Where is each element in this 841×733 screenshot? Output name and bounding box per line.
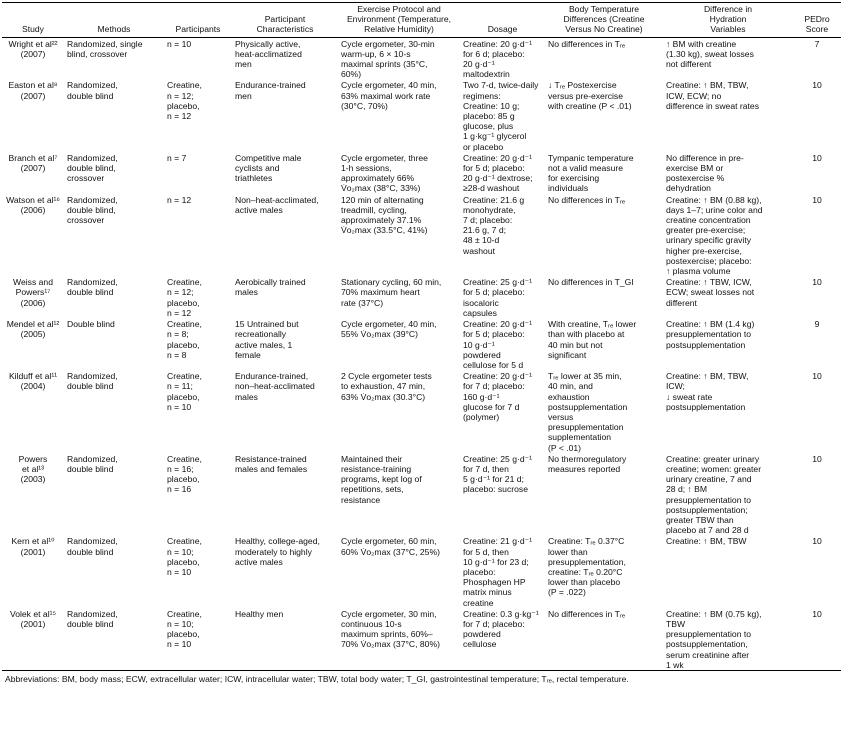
cell-protocol: Stationary cycling, 60 min, 70% maximum heart rate (37°C) bbox=[341, 277, 442, 308]
cell-pedro: 10 bbox=[812, 277, 822, 288]
cell-dosage: Creatine: 21 g·d⁻¹ for 5 d, then 10 g·d⁻¹ for 23 d; placebo: Phosphagen HP matrix minus creatine bbox=[463, 536, 533, 608]
cell-dosage: Creatine: 25 g·d⁻¹ for 5 d; placebo: isocaloric capsules bbox=[463, 277, 533, 318]
studies-table bbox=[2, 2, 841, 671]
cell-temp: No differences in Tᵣₑ bbox=[548, 38, 626, 49]
header-pedro: PEDro Score bbox=[804, 14, 830, 35]
cell-study: Kern et al¹⁰ (2001) bbox=[11, 536, 55, 557]
cell-methods: Randomized, double blind bbox=[67, 80, 118, 101]
table-row bbox=[2, 152, 841, 194]
cell-participants: n = 10 bbox=[167, 38, 192, 49]
cell-protocol: Cycle ergometer, 60 min, 60% V̇o₂max (37°C, 25%) bbox=[341, 536, 440, 557]
cell-methods: Double blind bbox=[67, 319, 115, 330]
cell-participants: n = 12 bbox=[167, 194, 192, 205]
cell-protocol: Cycle ergometer, 30 min, continuous 10-s maximum sprints, 60%– 70% V̇o₂max (37°C, 80%) bbox=[341, 608, 440, 650]
cell-temp: No thermoregulatory measures reported bbox=[548, 453, 627, 474]
cell-protocol: 120 min of alternating treadmill, cycling, approximately 37.1% V̇o₂max (33.5°C, 41%) bbox=[341, 194, 428, 236]
cell-hydration: Creatine: greater urinary creatine; women: greater urinary creatine, 7 and 28 d; ↑ BM presupplementation to postsupplementation; greater TBW than placebo at 7 and 28 d bbox=[666, 453, 762, 536]
table-row bbox=[2, 79, 841, 151]
header-dosage: Dosage bbox=[487, 24, 518, 35]
cell-dosage: Creatine: 20 g·d⁻¹ for 7 d; placebo: 160 g·d⁻¹ glucose for 7 d (polymer) bbox=[463, 371, 533, 422]
cell-pedro: 10 bbox=[812, 608, 822, 619]
cell-study: Powers et al¹³ (2003) bbox=[18, 453, 48, 485]
cell-characteristics: Non–heat-acclimated, active males bbox=[235, 194, 319, 215]
cell-study: Kilduff et al¹¹ (2004) bbox=[8, 371, 58, 392]
cell-temp: Creatine: Tᵣₑ 0.37°C lower than presupplementation, creatine: Tᵣₑ 0.20°C lower than placebo (P = .022) bbox=[548, 536, 626, 598]
cell-pedro: 9 bbox=[814, 319, 820, 330]
cell-characteristics: Physically active, heat-acclimatized men bbox=[235, 38, 302, 70]
cell-study: Weiss and Powers¹⁷ (2006) bbox=[13, 277, 53, 308]
header-hydration: Difference in Hydration Variables bbox=[703, 4, 753, 35]
cell-methods: Randomized, double blind, crossover bbox=[67, 194, 118, 226]
cell-methods: Randomized, double blind bbox=[67, 371, 118, 392]
cell-temp: Tᵣₑ lower at 35 min, 40 min, and exhaustion postsupplementation versus presupplementation supplementation (P < .01) bbox=[548, 371, 628, 453]
cell-study: Branch et al⁷ (2007) bbox=[8, 152, 58, 174]
cell-participants: Creatine, n = 12; placebo, n = 12 bbox=[167, 277, 202, 318]
cell-characteristics: Competitive male cyclists and triathletes bbox=[235, 152, 302, 184]
table-row bbox=[2, 608, 841, 671]
cell-hydration: ↑ BM with creatine (1.30 kg), sweat losses not different bbox=[666, 38, 754, 70]
cell-dosage: Creatine: 25 g·d⁻¹ for 7 d, then 5 g·d⁻¹ for 21 d; placebo: sucrose bbox=[463, 453, 533, 495]
cell-participants: Creatine, n = 8; placebo, n = 8 bbox=[167, 319, 202, 360]
table-row bbox=[2, 535, 841, 607]
cell-dosage: Creatine: 21.6 g monohydrate, 7 d; placebo: 21.6 g, 7 d; 48 ± 10-d washout bbox=[463, 194, 525, 256]
cell-study: Wright et al²² (2007) bbox=[8, 38, 58, 59]
cell-hydration: No difference in pre- exercise BM or postexercise % dehydration bbox=[666, 152, 744, 194]
cell-dosage: Two 7-d, twice-daily regimens: Creatine: 10 g; placebo: 85 g glucose, plus 1 g·kg⁻¹ glycerol or placebo bbox=[463, 80, 539, 152]
cell-protocol: Cycle ergometer, three 1-h sessions, approximately 66% V̇o₂max (38°C, 33%) bbox=[341, 152, 428, 194]
cell-participants: Creatine, n = 10; placebo, n = 10 bbox=[167, 536, 202, 577]
cell-characteristics: Aerobically trained males bbox=[235, 277, 306, 298]
header-protocol: Exercise Protocol and Environment (Temperature, Relative Humidity) bbox=[346, 4, 452, 35]
cell-temp: With creatine, Tᵣₑ lower than with placebo at 40 min but not significant bbox=[548, 319, 637, 360]
cell-protocol: Cycle ergometer, 30-min warm-up, 6 × 10-s maximal sprints (35°C, 60%) bbox=[341, 38, 435, 80]
cell-methods: Randomized, single blind, crossover bbox=[67, 38, 143, 59]
cell-pedro: 10 bbox=[812, 536, 822, 547]
cell-study: Mendel et al¹² (2005) bbox=[6, 319, 60, 340]
cell-hydration: Creatine: ↑ TBW, ICW, ECW; sweat losses not different bbox=[666, 277, 755, 308]
cell-dosage: Creatine: 20 g·d⁻¹ for 5 d; placebo: 10 g·d⁻¹ powdered cellulose for 5 d bbox=[463, 319, 533, 370]
cell-hydration: Creatine: ↑ BM, TBW, ICW, ECW; no difference in sweat rates bbox=[666, 80, 759, 111]
cell-pedro: 7 bbox=[814, 38, 820, 49]
cell-protocol: 2 Cycle ergometer tests to exhaustion, 47 min, 63% V̇o₂max (30.3°C) bbox=[341, 371, 432, 402]
cell-characteristics: Endurance-trained men bbox=[235, 80, 306, 101]
cell-pedro: 10 bbox=[812, 194, 822, 205]
table-row bbox=[2, 276, 841, 318]
cell-hydration: Creatine: ↑ BM, TBW, ICW; ↓ sweat rate postsupplementation bbox=[666, 371, 749, 412]
cell-protocol: Cycle ergometer, 40 min, 55% V̇o₂max (39°C) bbox=[341, 319, 437, 340]
table-row bbox=[2, 37, 841, 79]
cell-participants: Creatine, n = 11; placebo, n = 10 bbox=[167, 371, 202, 412]
cell-participants: Creatine, n = 16; placebo, n = 16 bbox=[167, 453, 202, 495]
cell-hydration: Creatine: ↑ BM, TBW bbox=[666, 536, 747, 547]
cell-dosage: Creatine: 20 g·d⁻¹ for 5 d; placebo: 20 g·d⁻¹ dextrose; ≥28-d washout bbox=[463, 152, 533, 194]
cell-protocol: Maintained their resistance-training programs, kept log of repetitions, sets, resistance bbox=[341, 453, 422, 505]
cell-hydration: Creatine: ↑ BM (0.75 kg), TBW presupplementation to postsupplementation, serum creatinine after 1 wk bbox=[666, 608, 762, 670]
cell-methods: Randomized, double blind bbox=[67, 536, 118, 557]
cell-methods: Randomized, double blind bbox=[67, 277, 118, 298]
cell-study: Easton et al⁸ (2007) bbox=[8, 80, 58, 101]
table-row bbox=[2, 318, 841, 370]
cell-protocol: Cycle ergometer, 40 min, 63% maximal work rate (30°C, 70%) bbox=[341, 80, 437, 111]
cell-temp: No differences in Tᵣₑ bbox=[548, 194, 626, 205]
cell-pedro: 10 bbox=[812, 371, 822, 382]
cell-pedro: 10 bbox=[812, 80, 822, 91]
cell-participants: n = 7 bbox=[167, 152, 187, 163]
cell-characteristics: Endurance-trained, non–heat-acclimated males bbox=[235, 371, 315, 402]
table-row bbox=[2, 194, 841, 277]
cell-hydration: Creatine: ↑ BM (0.88 kg), days 1–7; urine color and creatine concentration greater pre-exercise; urinary specific gravity higher pre-exercise, postexercise; placebo: ↑ plasma volume bbox=[666, 194, 763, 277]
cell-study: Watson et al¹⁶ (2006) bbox=[6, 194, 60, 215]
cell-dosage: Creatine: 20 g·d⁻¹ for 6 d; placebo: 20 g·d⁻¹ maltodextrin bbox=[463, 38, 533, 80]
cell-study: Volek et al¹⁵ (2001) bbox=[9, 608, 57, 629]
cell-methods: Randomized, double blind bbox=[67, 453, 118, 474]
cell-pedro: 10 bbox=[812, 453, 822, 464]
header-study: Study bbox=[22, 24, 44, 35]
cell-pedro: 10 bbox=[812, 152, 822, 163]
cell-temp: No differences in Tᵣₑ bbox=[548, 608, 626, 619]
cell-temp: No differences in T_GI bbox=[548, 277, 634, 288]
header-participants: Participants bbox=[175, 24, 221, 35]
cell-methods: Randomized, double blind, crossover bbox=[67, 152, 118, 184]
header-temperature: Body Temperature Differences (Creatine Versus No Creatine) bbox=[563, 4, 645, 35]
table-row bbox=[2, 370, 841, 453]
cell-characteristics: Resistance-trained males and females bbox=[235, 453, 308, 474]
header-row bbox=[2, 3, 841, 38]
table-body bbox=[2, 37, 841, 670]
header-methods: Methods bbox=[97, 24, 131, 35]
cell-participants: Creatine, n = 10; placebo, n = 10 bbox=[167, 608, 202, 650]
cell-hydration: Creatine: ↑ BM (1.4 kg) presupplementation to postsupplementation bbox=[666, 319, 755, 350]
cell-characteristics: Healthy men bbox=[235, 608, 284, 619]
cell-characteristics: Healthy, college-aged, moderately to highly active males bbox=[235, 536, 320, 567]
cell-participants: Creatine, n = 12; placebo, n = 12 bbox=[167, 80, 202, 122]
header-characteristics: Participant Characteristics bbox=[256, 14, 314, 35]
table-row bbox=[2, 453, 841, 536]
cell-dosage: Creatine: 0.3 g·kg⁻¹ for 7 d; placebo: powdered cellulose bbox=[463, 608, 539, 650]
cell-characteristics: 15 Untrained but recreationally active males, 1 female bbox=[235, 319, 299, 360]
cell-methods: Randomized, double blind bbox=[67, 608, 118, 629]
cell-temp: Tympanic temperature not a valid measure for exercising individuals bbox=[548, 152, 634, 194]
abbreviations-footnote: Abbreviations: BM, body mass; ECW, extracellular water; ICW, intracellular water; TBW, total body water; T_GI, gastrointestinal temperature; Tᵣₑ, rectal temperature. bbox=[5, 674, 629, 684]
cell-temp: ↓ Tᵣₑ Postexercise versus pre-exercise with creatine (P < .01) bbox=[548, 80, 632, 111]
